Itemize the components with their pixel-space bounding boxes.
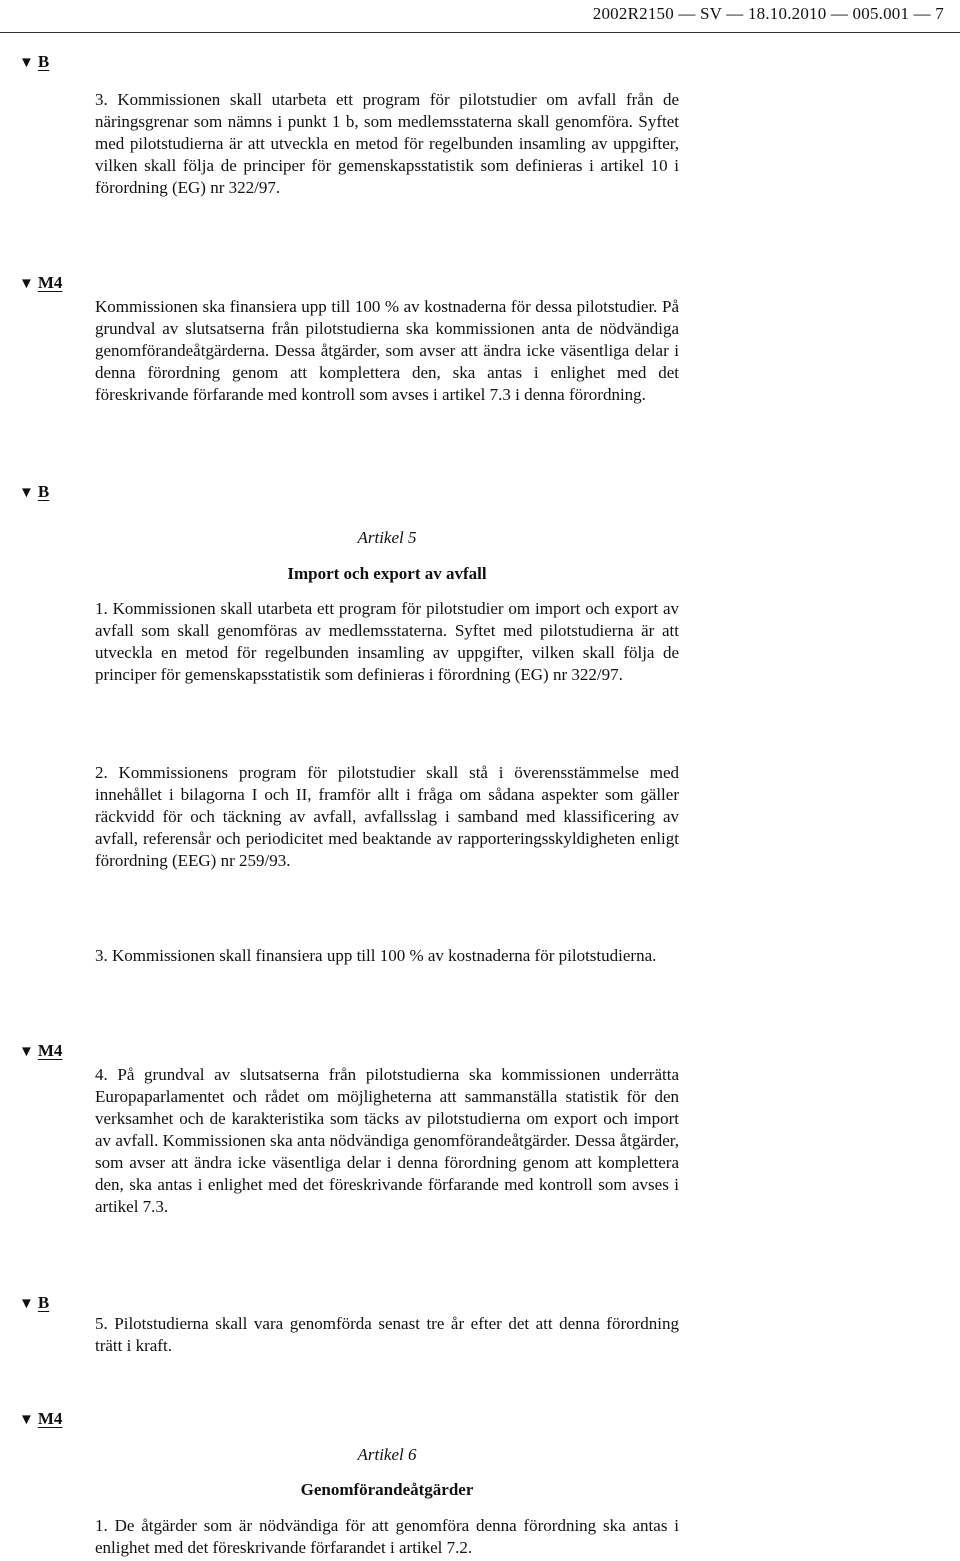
article-5-number: Artikel 5 bbox=[357, 528, 417, 547]
amendment-marker-m4 bbox=[19, 1409, 62, 1429]
article-6-paragraph-1: 1. De åtgärder som är nödvändiga för att genomföra denna förordning ska antas i enlighet med det föreskrivande förfarandet i artikel 7.2. bbox=[95, 1516, 679, 1557]
amendment-marker-b bbox=[19, 1293, 49, 1313]
marker-label: M4 bbox=[37, 1041, 63, 1060]
marker-label: B bbox=[37, 1293, 50, 1312]
paragraph-3-pilot-studies: 3. Kommissionen skall utarbeta ett program för pilotstudier om avfall från de näringsgrenar som nämns i punkt 1 b, som medlemsstaterna skall genomföra. Syftet med pilotstudierna är att utveckla en metod för regelbunden insamling av uppgifter, vilken skall följa de principer för gemenskapsstatistik som definieras i artikel 10 i förordning (EG) nr 322/97. bbox=[95, 90, 679, 197]
triangle-down-icon: ▼ bbox=[19, 1044, 34, 1060]
triangle-down-icon: ▼ bbox=[19, 1412, 34, 1428]
article-6-title: Genomförandeåtgärder bbox=[300, 1480, 474, 1499]
amendment-marker-m4 bbox=[19, 1041, 62, 1061]
header-reference: 2002R2150 — SV — 18.10.2010 — 005.001 — 7 bbox=[592, 4, 944, 23]
marker-label: M4 bbox=[37, 1409, 63, 1428]
page-header bbox=[0, 0, 960, 33]
article-6-number: Artikel 6 bbox=[357, 1445, 417, 1464]
article-5-title: Import och export av avfall bbox=[287, 564, 487, 583]
triangle-down-icon: ▼ bbox=[19, 276, 34, 292]
triangle-down-icon: ▼ bbox=[19, 485, 34, 501]
amendment-marker-b bbox=[19, 52, 49, 72]
marker-label: B bbox=[37, 52, 50, 71]
article-5-paragraph-1: 1. Kommissionen skall utarbeta ett program för pilotstudier om import och export av avfall som skall genomföras av medlemsstaterna. Syftet med pilotstudierna är att utveckla en metod för regelbunden insamling av uppgifter, vilken skall följa de principer för gemenskapsstatistik som definieras i förordning (EG) nr 322/97. bbox=[95, 599, 679, 684]
paragraph-m4-financing: Kommissionen ska finansiera upp till 100 % av kostnaderna för dessa pilotstudier. På grundval av slutsatserna från pilotstudierna ska kommissionen anta de nödvändiga genomförandeåtgärderna. Dessa åtgärder, som avser att ändra icke väsentliga delar i denna förordning genom att komplettera den, ska antas i enlighet med det föreskrivande förfarande med kontroll som avses i artikel 7.3 i denna förordning. bbox=[95, 297, 679, 404]
article-5-paragraph-3: 3. Kommissionen skall finansiera upp till 100 % av kostnaderna för pilotstudierna. bbox=[95, 946, 657, 965]
article-5-paragraph-5: 5. Pilotstudierna skall vara genomförda senast tre år efter det att denna förordning trätt i kraft. bbox=[95, 1314, 679, 1355]
marker-label: M4 bbox=[37, 273, 63, 292]
amendment-marker-m4 bbox=[19, 273, 62, 293]
article-5-paragraph-4: 4. På grundval av slutsatserna från pilotstudierna ska kommissionen underrätta Europaparlamentet och rådet om möjligheterna att sammanställa statistik för den verksamhet och de karakteristika som täcks av pilotstudierna om export och import av avfall. Kommissionen ska anta nödvändiga genomförandeåtgärder. Dessa åtgärder, som avser att ändra icke väsentliga delar i denna förordning genom att komplettera den, ska antas i enlighet med det föreskrivande förfarande med kontroll som avses i artikel 7.3. bbox=[95, 1065, 679, 1216]
triangle-down-icon: ▼ bbox=[19, 1296, 34, 1312]
amendment-marker-b bbox=[19, 482, 49, 502]
triangle-down-icon: ▼ bbox=[19, 55, 34, 71]
article-5-paragraph-2: 2. Kommissionens program för pilotstudier skall stå i överensstämmelse med innehållet i bilagorna I och II, framför allt i fråga om sådana aspekter som gäller räckvidd för och täckning av avfall, avfallsslag i samband med klassificering av avfall, referensår och periodicitet med beaktande av rapporteringsskyldigheten enligt förordning (EEG) nr 259/93. bbox=[95, 763, 679, 870]
marker-label: B bbox=[37, 482, 50, 501]
